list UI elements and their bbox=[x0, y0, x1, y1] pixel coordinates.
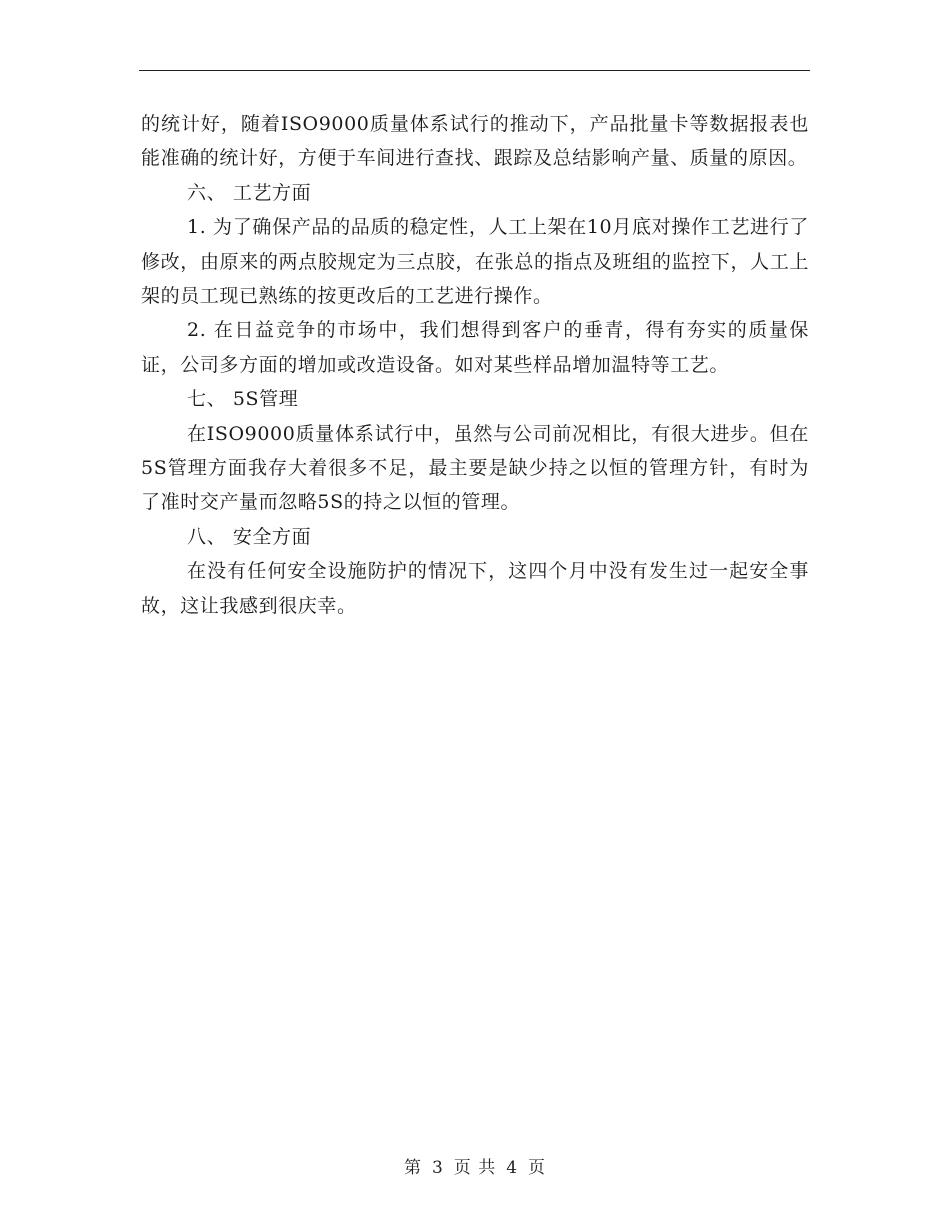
section-heading-safety: 八、 安全方面 bbox=[187, 525, 312, 548]
section-heading-5s: 七、 5S管理 bbox=[187, 388, 299, 411]
footer-current-page: 3 bbox=[431, 1158, 444, 1178]
footer-middle: 页 共 bbox=[453, 1158, 497, 1178]
paragraph-craft-2: 2. 在日益竞争的市场中，我们想得到客户的垂青，得有夯实的质量保证，公司多方面的增加或改造设备。如对某些样品增加温特等工艺。 bbox=[141, 319, 809, 376]
header-rule bbox=[139, 70, 810, 71]
footer-suffix: 页 bbox=[528, 1158, 547, 1178]
footer-prefix: 第 bbox=[403, 1158, 422, 1178]
paragraph-craft-1: 1. 为了确保产品的品质的稳定性，人工上架在10月底对操作工艺进行了修改，由原来的两点胶规定为三点胶，在张总的指点及班组的监控下，人工上架的员工现已熟练的按更改后的工艺进行操作。 bbox=[141, 216, 809, 308]
paragraph-continuation: 的统计好，随着ISO9000质量体系试行的推动下，产品批量卡等数据报表也能准确的统计好，方便于车间进行查找、跟踪及总结影响产量、质量的原因。 bbox=[141, 113, 809, 170]
page-footer bbox=[0, 1153, 950, 1178]
section-heading-craft: 六、 工艺方面 bbox=[187, 181, 312, 204]
paragraph-safety: 在没有任何安全设施防护的情况下，这四个月中没有发生过一起安全事故，这让我感到很庆幸。 bbox=[141, 560, 809, 617]
paragraph-5s: 在ISO9000质量体系试行中，虽然与公司前况相比，有很大进步。但在5S管理方面我存大着很多不足，最主要是缺少持之以恒的管理方针，有时为了准时交产量而忽略5S的持之以恒的管理。 bbox=[141, 422, 809, 514]
body-text bbox=[141, 107, 809, 623]
footer-total-pages: 4 bbox=[506, 1158, 519, 1178]
